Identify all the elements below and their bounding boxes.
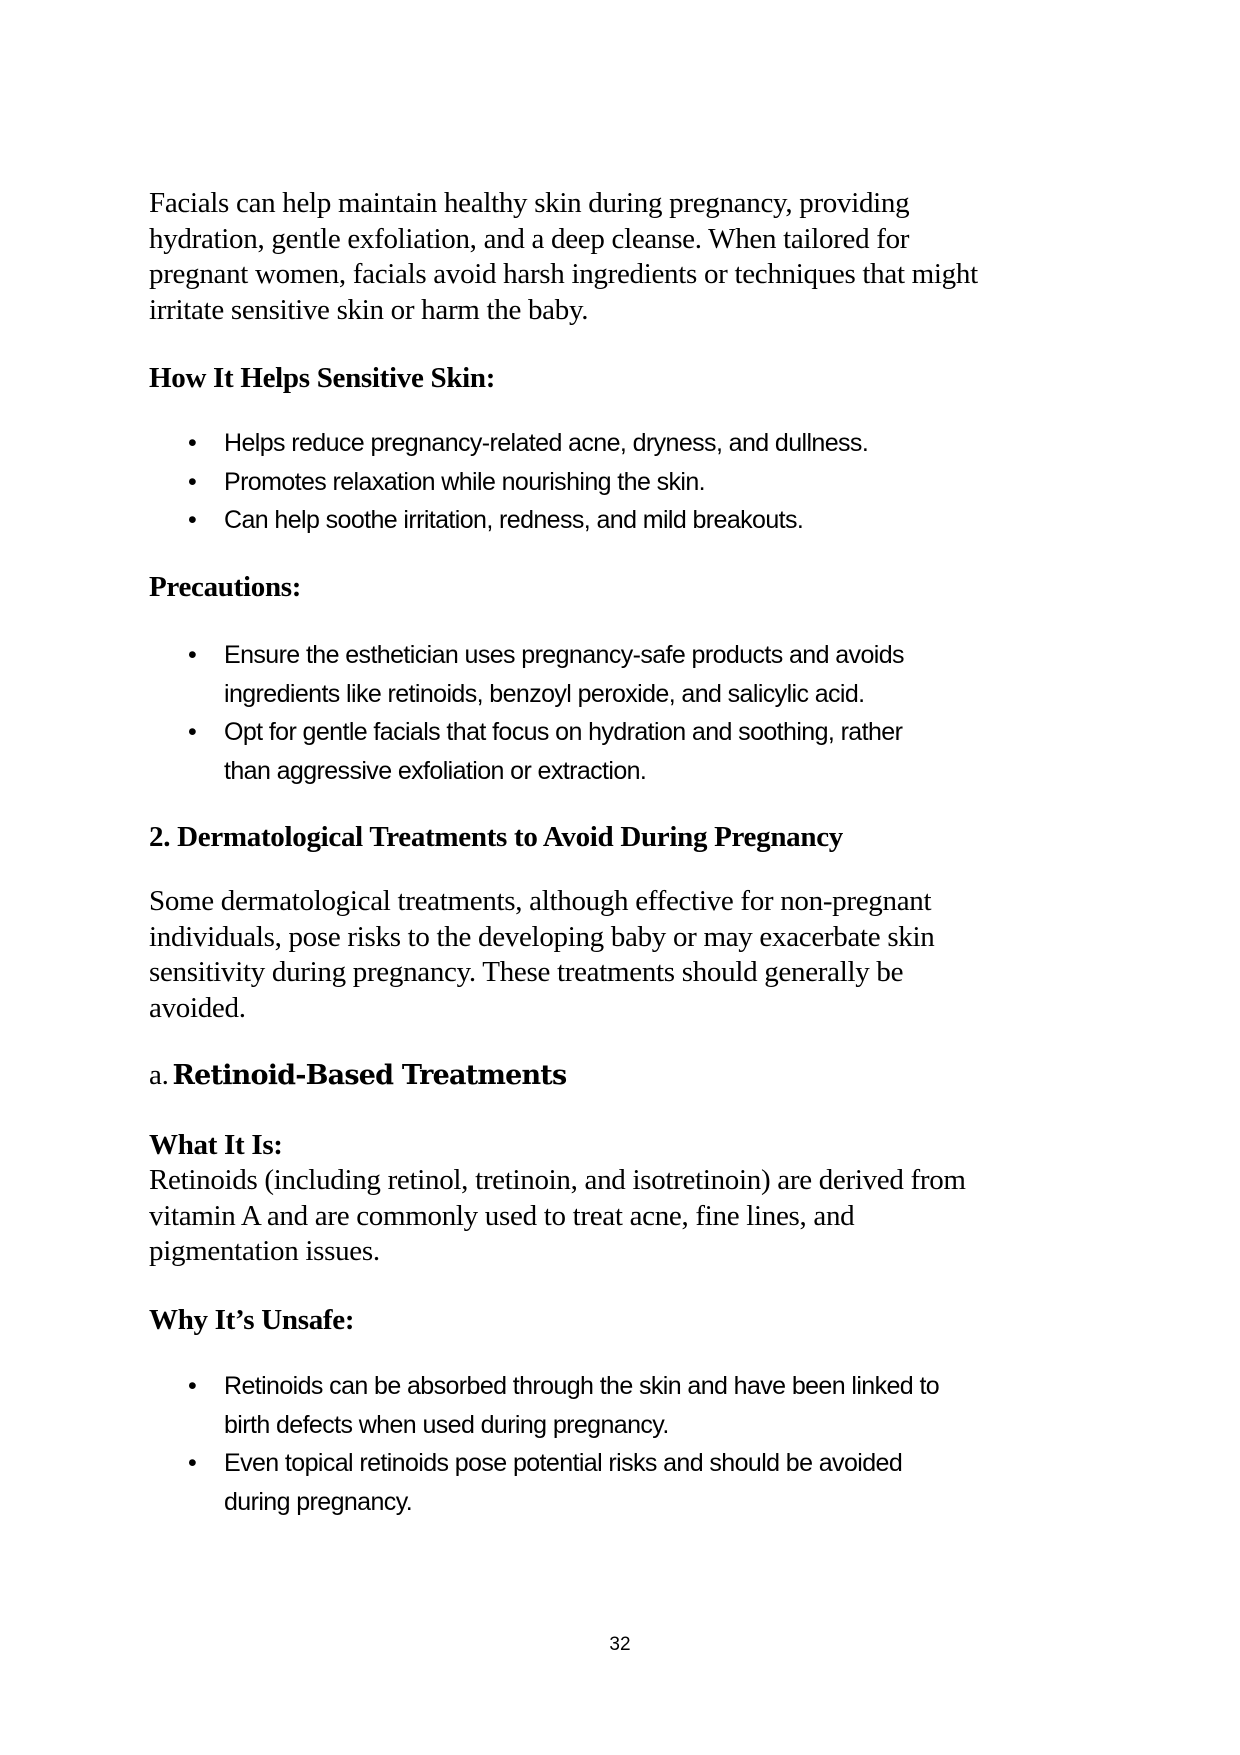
list-item	[149, 1444, 1129, 1521]
paragraph-line: hydration, gentle exfoliation, and a deep cleanse. When tailored for	[149, 222, 910, 255]
bullet-icon: •	[188, 506, 197, 534]
list-item-line: ingredients like retinoids, benzoyl peroxide, and salicylic acid.	[224, 679, 865, 708]
list-item-text: Can help soothe irritation, redness, and mild breakouts.	[224, 506, 804, 534]
list-item-line: Ensure the esthetician uses pregnancy-safe products and avoids	[224, 641, 904, 669]
list-item-line: Retinoids can be absorbed through the skin and have been linked to	[224, 1372, 940, 1400]
paragraph-line: Some dermatological treatments, although effective for non-pregnant	[149, 885, 932, 917]
paragraph-line: individuals, pose risks to the developing baby or may exacerbate skin	[149, 920, 935, 953]
list-item-line: Even topical retinoids pose potential risks and should be avoided	[224, 1449, 903, 1477]
bullet-icon: •	[188, 429, 197, 457]
precautions-heading: Precautions:	[149, 571, 302, 603]
retinoid-prefix: a.	[149, 1059, 169, 1091]
bullet-icon: •	[188, 467, 197, 496]
paragraph-line: Retinoids (including retinol, tretinoin, and isotretinoin) are derived from	[149, 1164, 966, 1196]
page-number: 32	[609, 1634, 631, 1655]
what-it-is-paragraph	[149, 1163, 1129, 1270]
list-item-line: birth defects when used during pregnancy.	[224, 1410, 669, 1439]
why-unsafe-heading: Why It’s Unsafe:	[149, 1304, 355, 1336]
what-it-is-heading: What It Is:	[149, 1129, 283, 1161]
bullet-icon: •	[188, 718, 197, 746]
paragraph-line: Facials can help maintain healthy skin during pregnancy, providing	[149, 187, 910, 219]
list-item-text: Helps reduce pregnancy-related acne, dryness, and dullness.	[224, 429, 869, 457]
bullet-icon: •	[188, 641, 197, 669]
why-unsafe-list	[149, 1367, 1129, 1521]
list-item	[149, 501, 1129, 540]
paragraph-line: sensitivity during pregnancy. These treatments should generally be	[149, 956, 904, 988]
precautions-list	[149, 636, 1129, 790]
list-item	[149, 1367, 1129, 1444]
list-item	[149, 424, 1129, 463]
paragraph-line: irritate sensitive skin or harm the baby.	[149, 293, 589, 326]
list-item	[149, 636, 1129, 713]
list-item-line: Opt for gentle facials that focus on hydration and soothing, rather	[224, 718, 903, 746]
paragraph-line: vitamin A and are commonly used to treat acne, fine lines, and	[149, 1199, 855, 1232]
intro-paragraph	[149, 186, 1129, 328]
how-it-helps-list	[149, 424, 1129, 540]
retinoid-title: Retinoid-Based Treatments	[172, 1060, 567, 1091]
paragraph-line: pregnant women, facials avoid harsh ingredients or techniques that might	[149, 258, 978, 290]
section-2-paragraph	[149, 884, 1129, 1026]
list-item-line: during pregnancy.	[224, 1487, 413, 1516]
retinoid-heading	[149, 1058, 1129, 1098]
list-item	[149, 463, 1129, 502]
bullet-icon: •	[188, 1372, 197, 1400]
list-item-line: than aggressive exfoliation or extraction.	[224, 756, 647, 785]
paragraph-line: pigmentation issues.	[149, 1235, 380, 1267]
section-2-heading: 2. Dermatological Treatments to Avoid During Pregnancy	[149, 821, 843, 853]
bullet-icon: •	[188, 1449, 197, 1477]
list-item-text: Promotes relaxation while nourishing the skin.	[224, 467, 705, 496]
list-item	[149, 713, 1129, 790]
how-it-helps-heading: How It Helps Sensitive Skin:	[149, 362, 496, 394]
paragraph-line: avoided.	[149, 991, 246, 1024]
